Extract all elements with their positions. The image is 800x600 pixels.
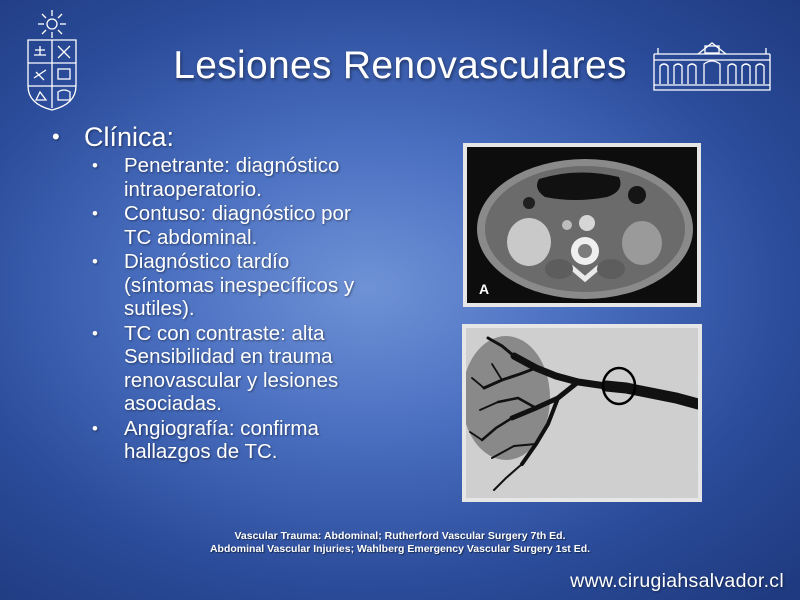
sub-bullet-list [92,154,382,464]
sub-bullet-item [92,417,382,464]
ct-image-label: A [479,281,490,297]
slide-title: Lesiones Renovasculares [173,44,627,87]
clinical-bullet-list [52,122,382,465]
bullet-dot: • [52,124,60,149]
sub-bullet-item [92,154,382,201]
bullet-dot: • [92,323,98,343]
references [0,530,800,556]
bullet-dot: • [92,418,98,438]
main-bullet-item [52,122,382,152]
bullet-dot: • [92,252,98,271]
sub-bullet-text: Penetrante: diagnóstico intraoperatorio. [124,154,340,201]
reference-line: Abdominal Vascular Injuries; Wahlberg Emergency Vascular Surgery 1st Ed. [209,543,591,555]
sub-bullet-text: Angiografía: confirma hallazgos de TC. [124,416,319,463]
website-url: www.cirugiahsalvador.cl [570,570,784,592]
sub-bullet-item [92,250,382,321]
hospital-building-icon [652,40,772,92]
reference-line: Vascular Trauma: Abdominal; Rutherford Vascular Surgery 7th Ed. [234,530,566,542]
sub-bullet-text: Contuso: diagnóstico por TC abdominal. [124,202,351,249]
angiography-image [462,324,702,502]
sub-bullet-text: Diagnóstico tardío (síntomas inespecíficos y sutiles). [124,250,355,320]
sub-bullet-item [92,322,382,416]
sub-bullet-text: TC con contraste: alta Sensibilidad en trauma renovascular y lesiones asociadas. [124,321,339,415]
sub-bullet-item [92,202,382,249]
main-bullet-text: Clínica: [84,122,175,152]
bullet-dot: • [92,204,98,223]
ct-scan-image [463,143,701,307]
bullet-dot: • [92,156,98,175]
